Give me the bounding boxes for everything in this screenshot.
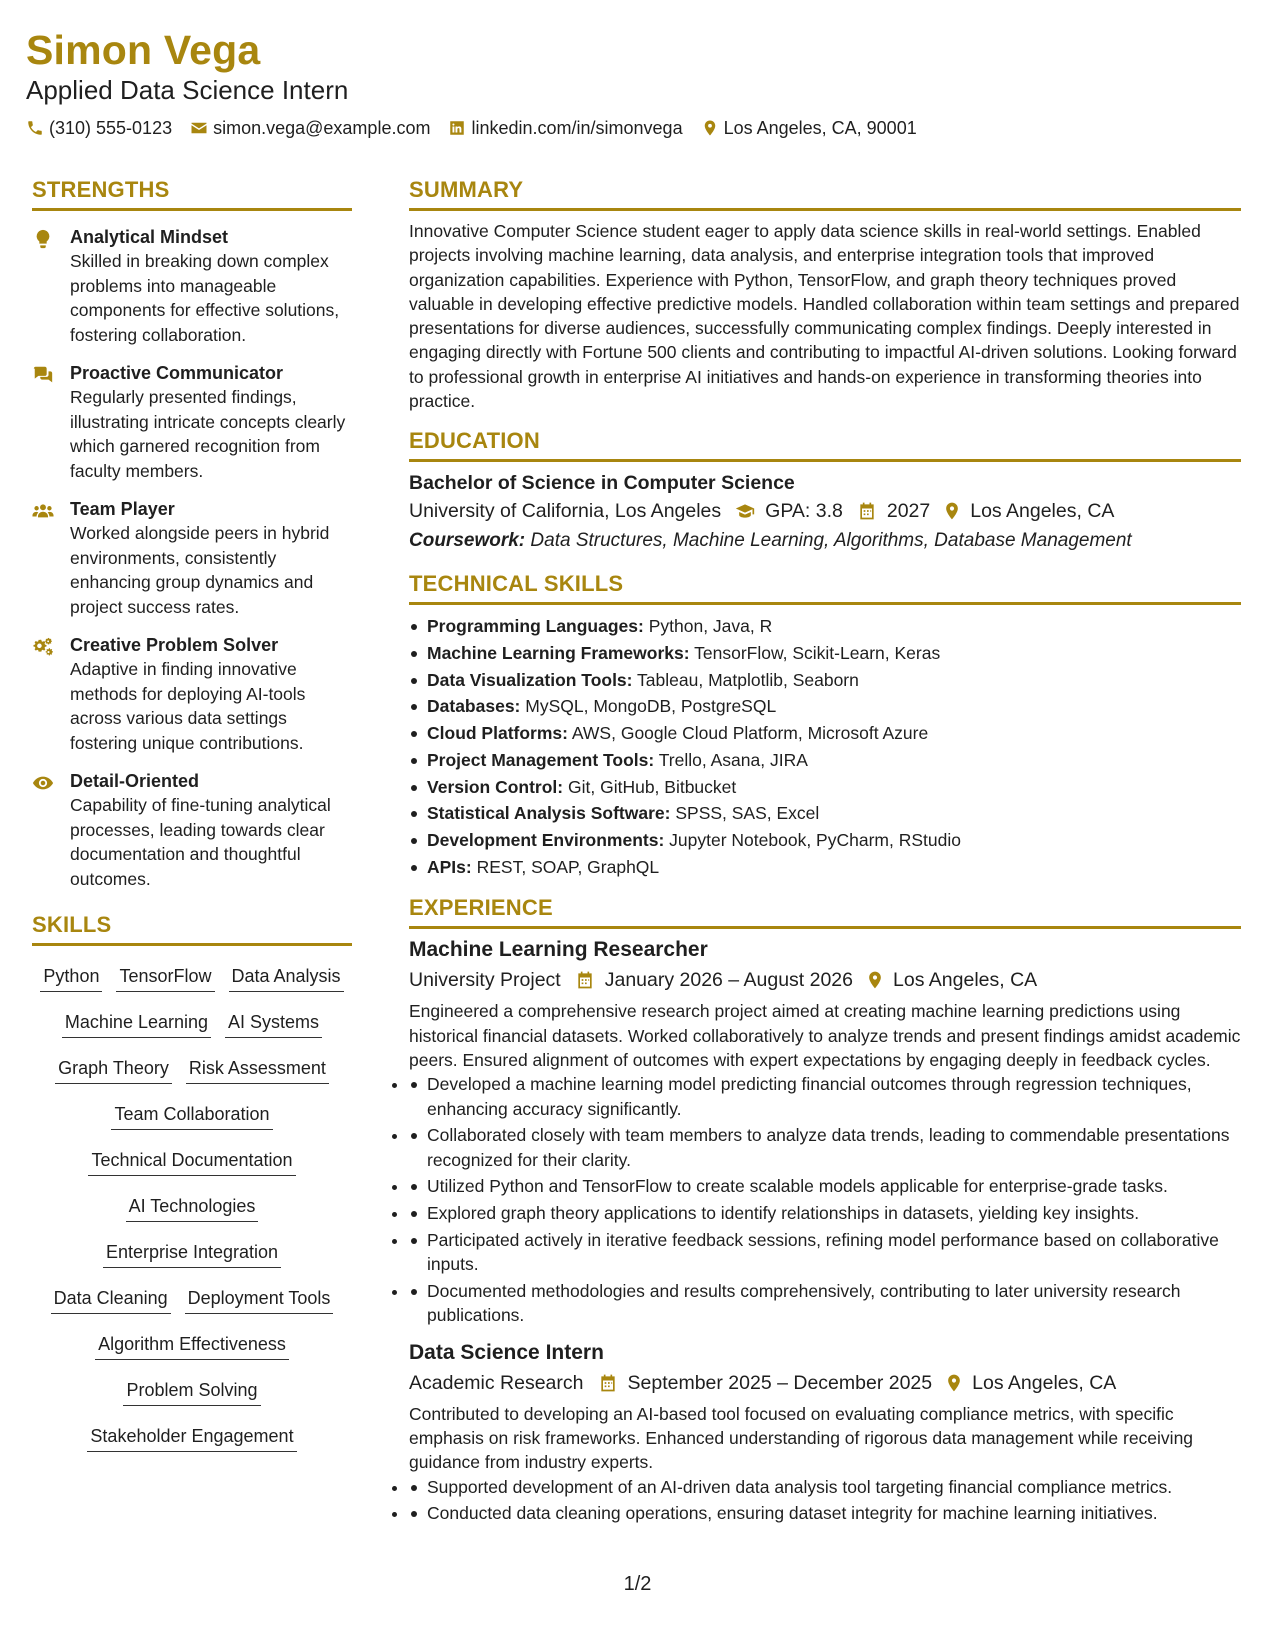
calendar-icon <box>575 970 595 990</box>
gears-icon <box>32 636 54 658</box>
strength-item <box>32 633 352 755</box>
list-item: • Developed a machine learning model predicting financial outcomes through regression techniques, enhancing accuracy significantly. <box>409 1072 1241 1121</box>
list-item: • Explored graph theory applications to identify relationships in datasets, yielding key insights. <box>409 1201 1241 1225</box>
resume-header <box>26 24 1226 140</box>
strength-desc: Regularly presented findings, illustrating intricate concepts clearly which garnered recognition from faculty members. <box>70 387 346 481</box>
strength-desc: Worked alongside peers in hybrid environments, consistently enhancing group dynamics and project success rates. <box>70 523 330 617</box>
tech-skill-value: TensorFlow, Scikit-Learn, Keras <box>694 643 941 664</box>
strength-item <box>32 497 352 619</box>
degree-title: Bachelor of Science in Computer Science <box>409 472 795 495</box>
strengths-list <box>32 225 352 891</box>
strength-desc: Adaptive in finding innovative methods for deploying AI-tools across various data settings fostering unique contributions. <box>70 659 306 753</box>
list-item: • Documented methodologies and results comprehensively, contributing to later university research publications. <box>409 1279 1241 1328</box>
strength-item <box>32 769 352 891</box>
left-column <box>32 176 352 1464</box>
list-item <box>409 747 1241 774</box>
graduation-year: 2027 <box>886 500 931 523</box>
tech-skill-label: Project Management Tools: <box>427 749 655 770</box>
tech-skill-value: Tableau, Matplotlib, Seaborn <box>637 669 859 690</box>
job-entry <box>409 935 1241 1327</box>
list-item: • Conducted data cleaning operations, ensuring dataset integrity for machine learning initiatives. <box>409 1501 1241 1525</box>
job-title: Machine Learning Researcher <box>409 938 708 962</box>
right-column <box>409 176 1241 1528</box>
skill-tag: Deployment Tools <box>185 1286 334 1314</box>
contact-email-text[interactable]: simon.vega@example.com <box>213 118 431 138</box>
skill-tag: Enterprise Integration <box>103 1240 281 1268</box>
strength-title: Team Player <box>70 499 175 519</box>
strength-item <box>32 361 352 483</box>
users-icon <box>32 500 54 522</box>
skill-tag: Technical Documentation <box>88 1148 295 1176</box>
experience-heading: EXPERIENCE <box>409 894 1241 929</box>
job-meta <box>409 1368 1241 1398</box>
tech-skill-label: Data Visualization Tools: <box>427 669 633 690</box>
skill-tag: Data Cleaning <box>51 1286 171 1314</box>
job-org: Academic Research <box>409 1371 584 1394</box>
tech-skill-label: Programming Languages: <box>427 616 644 637</box>
phone-icon <box>26 119 44 137</box>
strength-title: Creative Problem Solver <box>70 635 279 655</box>
list-item <box>409 720 1241 747</box>
job-meta <box>409 965 1241 995</box>
list-item <box>409 667 1241 694</box>
contact-location <box>701 116 917 140</box>
coursework <box>409 526 1241 556</box>
strength-title: Analytical Mindset <box>70 227 229 247</box>
strength-desc: Capability of fine-tuning analytical processes, leading towards clear documentation and thoughtful outcomes. <box>70 795 331 889</box>
page-number: 1/2 <box>623 1573 652 1595</box>
job-bullets <box>409 1072 1241 1327</box>
tech-skill-value: Git, GitHub, Bitbucket <box>568 776 737 797</box>
tech-skill-value: AWS, Google Cloud Platform, Microsoft Azure <box>571 723 929 744</box>
tech-skill-value: Trello, Asana, JIRA <box>658 749 808 770</box>
candidate-name: Simon Vega <box>26 27 261 73</box>
job-location: Los Angeles, CA <box>893 969 1038 992</box>
tech-skill-label: Statistical Analysis Software: <box>427 803 671 824</box>
tech-skill-label: Development Environments: <box>427 830 665 850</box>
skill-tag: Python <box>40 964 102 992</box>
tech-skill-value: MySQL, MongoDB, PostgreSQL <box>525 696 777 717</box>
education-meta <box>409 496 1241 526</box>
skill-tag: AI Technologies <box>126 1194 259 1222</box>
tech-skill-label: Cloud Platforms: <box>427 723 568 744</box>
contact-phone <box>26 116 172 140</box>
skills-heading: SKILLS <box>32 911 352 946</box>
skill-tag: Graph Theory <box>55 1056 172 1084</box>
summary-text: Innovative Computer Science student eager to apply data science skills in real-world settings. Enabled projects involving machine learning, data analysis, and enterprise integration tools that improved organization capabilities. Experience with Python, TensorFlow, and graph theory techniques proved valuable in developing effective predictive models. Handled collaboration within team settings and prepared presentations for diverse audiences, successfully communicating complex findings. Deeply interested in engaging directly with Fortune 500 clients and contributing to impactful AI-driven solutions. Looking forward to professional growth in enterprise AI initiatives and hands-on experience in transforming theories into practice. <box>409 221 1240 412</box>
skill-tag: Machine Learning <box>62 1010 211 1038</box>
tech-skill-value: REST, SOAP, GraphQL <box>476 856 660 877</box>
list-item <box>409 800 1241 827</box>
strength-title: Proactive Communicator <box>70 363 284 383</box>
contact-linkedin-text[interactable]: linkedin.com/in/simonvega <box>471 118 683 138</box>
strength-item <box>32 225 352 347</box>
list-item: • Collaborated closely with team members to analyze data trends, leading to commendable presentations recognized for their clarity. <box>409 1123 1241 1172</box>
contact-linkedin[interactable] <box>448 116 682 140</box>
skill-tag: Team Collaboration <box>111 1102 272 1130</box>
location-pin-icon <box>865 970 885 990</box>
gpa: GPA: 3.8 <box>765 500 843 523</box>
strengths-heading: STRENGTHS <box>32 176 352 211</box>
envelope-icon <box>190 119 208 137</box>
list-item <box>409 693 1241 720</box>
coursework-label: Coursework: <box>409 530 526 552</box>
linkedin-icon <box>448 119 466 137</box>
strength-desc: Skilled in breaking down complex problems into manageable components for effective solutions, fostering collaboration. <box>70 251 340 345</box>
location-pin-icon <box>942 501 962 521</box>
eye-icon <box>32 772 54 794</box>
list-item: • Utilized Python and TensorFlow to create scalable models applicable for enterprise-grade tasks. <box>409 1174 1241 1198</box>
skill-tag: Risk Assessment <box>186 1056 329 1084</box>
education-heading: EDUCATION <box>409 427 1241 462</box>
list-item <box>409 640 1241 667</box>
graduation-cap-icon <box>735 501 755 521</box>
technical-skills-list <box>409 613 1241 880</box>
tech-skill-label: Databases: <box>427 696 521 717</box>
skill-tag: Algorithm Effectiveness <box>95 1332 289 1360</box>
location-pin-icon <box>944 1373 964 1393</box>
coursework-text: Data Structures, Machine Learning, Algorithms, Database Management <box>530 530 1132 552</box>
candidate-role: Applied Data Science Intern <box>26 75 349 105</box>
contact-row <box>26 116 1226 140</box>
skill-tag: AI Systems <box>225 1010 322 1038</box>
tech-skill-value: Jupyter Notebook, PyCharm, RStudio <box>669 830 961 850</box>
list-item <box>409 854 1241 881</box>
school-name: University of California, Los Angeles <box>409 500 722 523</box>
tech-skill-label: APIs: <box>427 856 472 877</box>
lightbulb-icon <box>32 228 54 250</box>
list-item: • Participated actively in iterative feedback sessions, refining model performance based on collaborative inputs. <box>409 1228 1241 1277</box>
contact-email[interactable] <box>190 116 430 140</box>
contact-location-text: Los Angeles, CA, 90001 <box>723 118 917 138</box>
calendar-icon <box>857 501 877 521</box>
job-dates: September 2025 – December 2025 <box>627 1371 933 1394</box>
list-item <box>409 774 1241 801</box>
job-bullets <box>409 1475 1241 1526</box>
list-item <box>409 613 1241 640</box>
skill-tag: Problem Solving <box>123 1378 260 1406</box>
job-entry <box>409 1338 1241 1526</box>
job-org: University Project <box>409 969 561 992</box>
tech-skill-value: Python, Java, R <box>648 616 773 637</box>
strength-title: Detail-Oriented <box>70 771 200 791</box>
list-item <box>409 827 1241 854</box>
skills-list <box>32 958 352 1464</box>
skill-tag: TensorFlow <box>116 964 214 992</box>
job-dates: January 2026 – August 2026 <box>604 969 854 992</box>
tech-skill-value: SPSS, SAS, Excel <box>675 803 820 824</box>
job-description: Contributed to developing an AI-based tool focused on evaluating compliance metrics, with specific emphasis on risk frameworks. Enhanced understanding of rigorous data management while receiving guidance from industry experts. <box>409 1403 1194 1473</box>
calendar-icon <box>598 1373 618 1393</box>
contact-phone-text: (310) 555-0123 <box>49 118 173 138</box>
skill-tag: Data Analysis <box>229 964 344 992</box>
chat-bubbles-icon <box>32 364 54 386</box>
list-item: • Supported development of an AI-driven data analysis tool targeting financial compliance metrics. <box>409 1475 1241 1499</box>
education-location: Los Angeles, CA <box>970 500 1115 523</box>
location-pin-icon <box>701 119 719 137</box>
skill-tag: Stakeholder Engagement <box>87 1424 296 1452</box>
job-description: Engineered a comprehensive research project aimed at creating machine learning predictions using historical financial datasets. Worked collaboratively to analyze trends and present findings amidst academic peers. Ensured alignment of outcomes with expert expectations by engaging deeply in feedback cycles. <box>409 1001 1241 1070</box>
summary-heading: SUMMARY <box>409 176 1241 211</box>
job-location: Los Angeles, CA <box>972 1371 1117 1394</box>
tech-skill-label: Machine Learning Frameworks: <box>427 643 690 664</box>
job-title: Data Science Intern <box>409 1340 604 1364</box>
technical-skills-heading: TECHNICAL SKILLS <box>409 570 1241 605</box>
tech-skill-label: Version Control: <box>427 776 564 797</box>
